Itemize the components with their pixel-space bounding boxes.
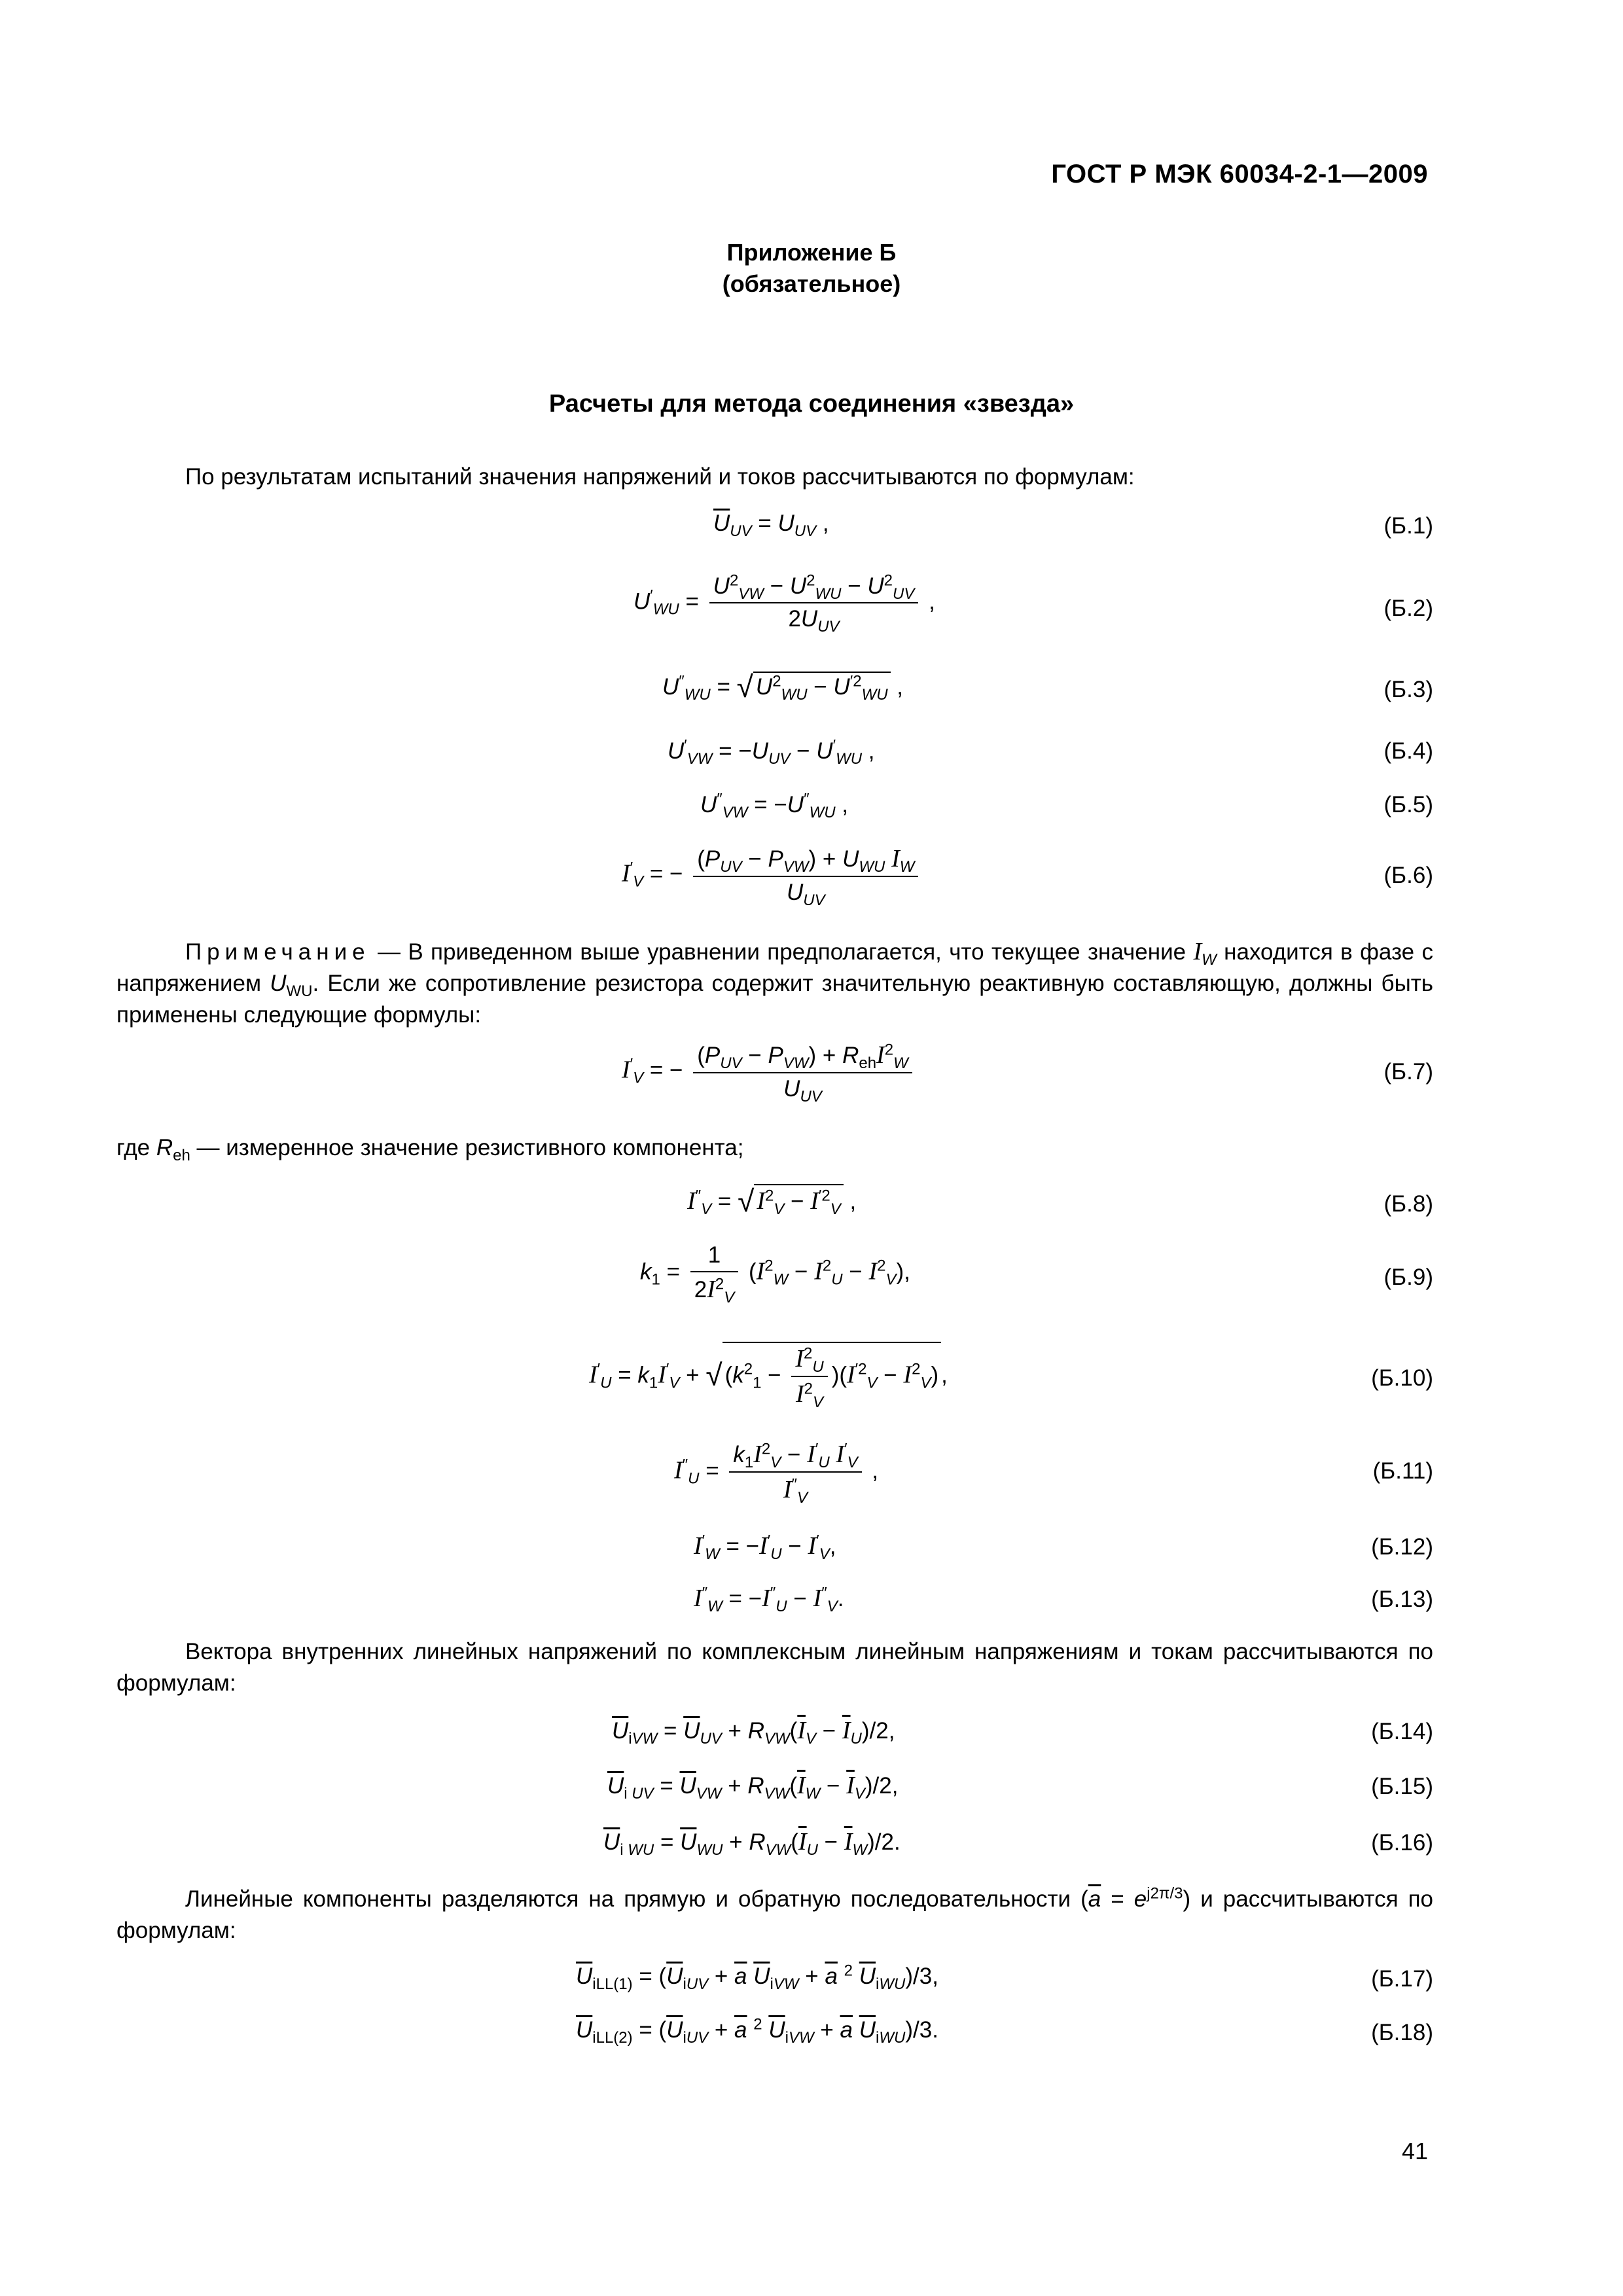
eq-number-b16: (Б.16): [1371, 1830, 1433, 1856]
eq-number-b6: (Б.6): [1383, 863, 1433, 888]
formula-b7: $I'_V$ = − $\frac{(P_{UV} - P_{VW}) + R_{eh}I^2_W}{U_{UV}}$: [622, 1041, 916, 1102]
page-number: 41: [1401, 2138, 1428, 2164]
formula-b18: $\overline{U}_{iLL(2)} = (\overline{U}_{iUV} + \overline{a}$ $^2$ $\overline{U}_{iVW} + \overline{a}$ $\overline{U}_{iWU})/3$.: [576, 2015, 938, 2047]
formula-b16: $\overline{U}_{i WU} = \overline{U}_{WU} + R_{VW}(\overline{I}_U - \overline{I}_W)/2$.: [603, 1828, 901, 1859]
eq-number-b10: (Б.10): [1371, 1365, 1433, 1391]
formula-b10: $I'_U = k_1I'_V$ + √ ($k^2_1$ − $\frac{I^2_U}{I^2_V}$ )$(I^{'2}_V - I^2_V)$ ,: [589, 1342, 948, 1408]
eq-number-b8: (Б.8): [1383, 1191, 1433, 1217]
eq-number-b14: (Б.14): [1371, 1719, 1433, 1744]
formula-b6: $I'_V$ = − $\frac{(P_{UV} - P_{VW}) + U_{WU} I_W}{U_{UV}}$: [622, 844, 922, 906]
formula-b15: $\overline{U}_{i UV} = \overline{U}_{VW} + R_{VW}(\overline{I}_W - \overline{I}_V)/2$,: [607, 1772, 899, 1803]
note-label: Примечание: [185, 939, 370, 965]
eq-number-b5: (Б.5): [1383, 792, 1433, 817]
eq-number-b3: (Б.3): [1383, 677, 1433, 702]
eq-number-b2: (Б.2): [1383, 596, 1433, 621]
eq-number-b4: (Б.4): [1383, 738, 1433, 764]
vectors-paragraph: Вектора внутренних линейных напряжений по комплексным линейным напряжениям и токам рассчитываются по формулам:: [116, 1639, 1433, 1696]
eq-number-b9: (Б.9): [1383, 1265, 1433, 1290]
section-title: Расчеты для метода соединения «звезда»: [548, 390, 1075, 418]
formula-b11: $I''_U$ = $\frac{k_1I^2_V - I'_U I'_V}{I''_V}$ ,: [674, 1440, 879, 1507]
formula-b4: $U'_{VW} = -U_{UV} - U'_{WU}$ ,: [668, 736, 875, 768]
formula-b2: $U'_{WU}$ = $\frac{U^2_{VW} - U^2_{WU} - U^2_{UV}}{2U_{UV}}$ ,: [633, 571, 935, 636]
formula-b8: $I''_V$ = √ $I^2_V - I^{'2}_V$ ,: [687, 1184, 857, 1218]
note-paragraph: Примечание — В приведенном выше уравнении предполагается, что текущее значение $I_W$ находится в фазе с напряжением $U_{WU}$. Если же сопротивление резистора содержит значительную реактивную составляющую, должны быть применены следующие формулы:: [116, 938, 1433, 1028]
annex-status: (обязательное): [722, 270, 901, 297]
eq-number-b17: (Б.17): [1371, 1966, 1433, 1992]
eq-number-b13: (Б.13): [1371, 1587, 1433, 1612]
formula-b5: $U''_{VW} = -U''_{WU}$ ,: [700, 790, 848, 821]
eq-number-b1: (Б.1): [1383, 513, 1433, 539]
annex-title: Приложение Б: [726, 239, 897, 266]
annex-heading: [0, 237, 1623, 300]
formula-b13: $I''_W = -I''_U - I''_V$.: [694, 1584, 844, 1615]
formula-b9: $k_1$ = $\frac{1}{2I^2_V}$ $(I^2_W - I^2_U - I^2_V)$,: [640, 1242, 910, 1306]
components-paragraph: Линейные компоненты разделяются на прямую и обратную последовательности $(\overline{a} = e^{j2\pi/3})$ и рассчитываются по формулам:: [116, 1884, 1433, 1943]
eq-number-b15: (Б.15): [1371, 1774, 1433, 1799]
intro-paragraph: По результатам испытаний значения напряжений и токов рассчитываются по формулам:: [185, 464, 1135, 490]
formula-b3: $U''_{WU}$ = √ $U^2_{WU} - U^{'2}_{WU}$ ,: [662, 670, 903, 704]
eq-number-b11: (Б.11): [1372, 1458, 1433, 1484]
where-line: где $R_{eh}$ — измеренное значение резистивного компонента;: [116, 1135, 744, 1164]
eq-number-b12: (Б.12): [1371, 1534, 1433, 1560]
eq-number-b18: (Б.18): [1371, 2020, 1433, 2045]
formula-b1: $\overline{U}_{UV} = U_{UV}$ ,: [713, 511, 829, 540]
formula-b14: $\overline{U}_{iVW} = \overline{U}_{UV} + R_{VW}(\overline{I}_V - \overline{I}_U)/2$,: [612, 1717, 895, 1748]
formula-b17: $\overline{U}_{iLL(1)} = (\overline{U}_{iUV} + \overline{a}$ $\overline{U}_{iVW} + \overline{a}$ $^2$ $\overline{U}_{iWU})/3$,: [576, 1962, 938, 1993]
eq-number-b7: (Б.7): [1383, 1059, 1433, 1085]
formula-b12: $I'_W = -I'_U - I'_V$,: [694, 1532, 836, 1563]
document-header: ГОСТ Р МЭК 60034-2-1—2009: [1051, 160, 1428, 188]
